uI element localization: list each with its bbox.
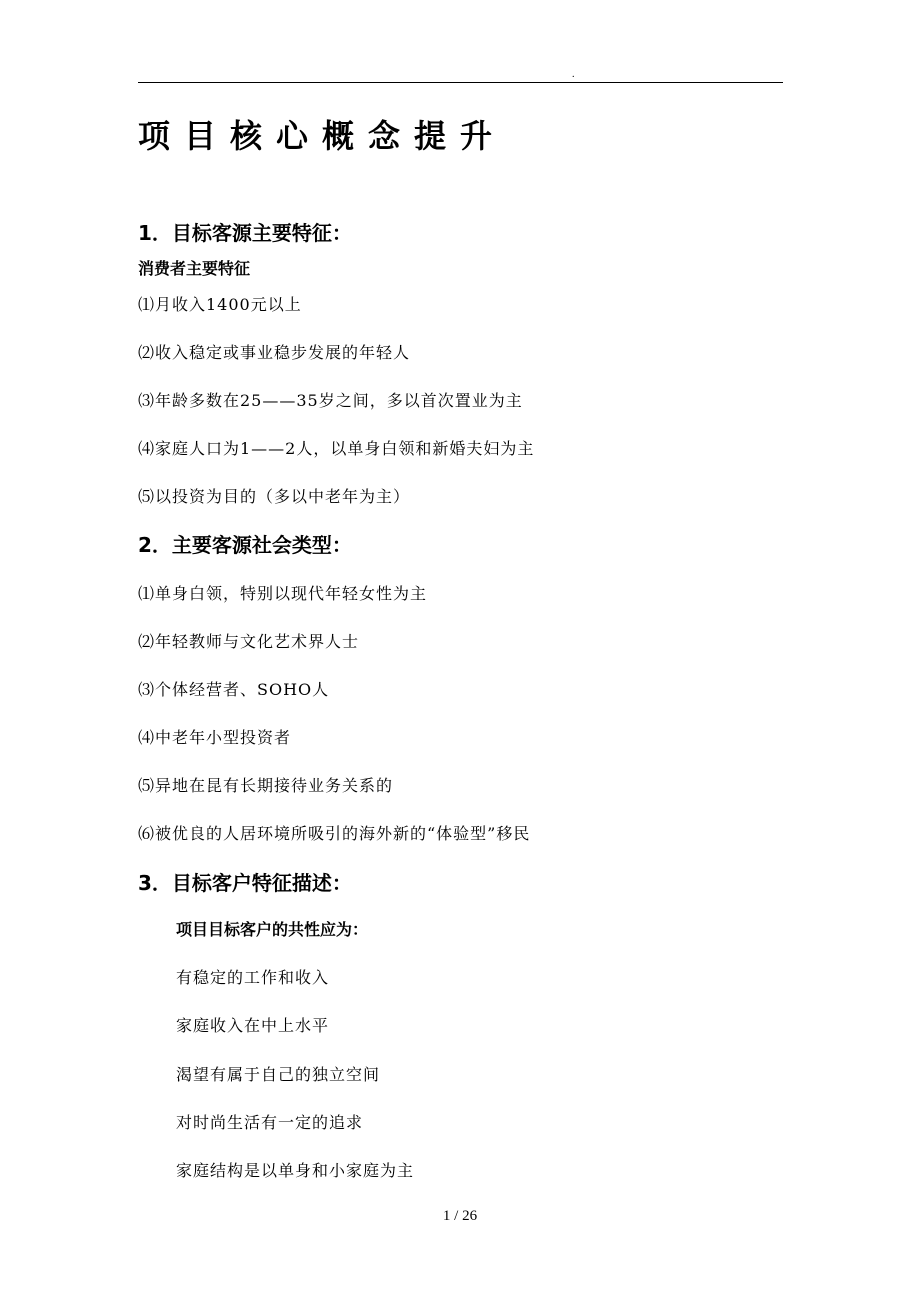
section3-item-3: 渴望有属于自己的独立空间 (176, 1065, 381, 1084)
section1-item-5: ⑸以投资为目的（多以中老年为主） (138, 487, 411, 506)
section2-item-4: ⑷中老年小型投资者 (138, 728, 292, 747)
section3-subheading: 项目目标客户的共性应为： (176, 920, 369, 939)
section2-item-2: ⑵年轻教师与文化艺术界人士 (138, 632, 360, 651)
section3-item-1: 有稳定的工作和收入 (176, 968, 330, 987)
section1-heading: 1．目标客源主要特征： (138, 221, 352, 245)
section2-heading: 2．主要客源社会类型： (138, 533, 352, 557)
section3-item-2: 家庭收入在中上水平 (176, 1016, 330, 1035)
section1-subheading: 消费者主要特征 (138, 259, 251, 278)
page-number: 1 / 26 (442, 1208, 478, 1224)
section1-item-2: ⑵收入稳定或事业稳步发展的年轻人 (138, 343, 411, 362)
section3-item-5: 家庭结构是以单身和小家庭为主 (176, 1161, 415, 1180)
section1-item-1: ⑴月收入1400元以上 (138, 295, 302, 314)
section1-item-3: ⑶年龄多数在25——35岁之间，多以首次置业为主 (138, 391, 523, 410)
section2-item-1: ⑴单身白领，特别以现代年轻女性为主 (138, 584, 428, 603)
section1-item-4: ⑷家庭人口为1——2人，以单身白领和新婚夫妇为主 (138, 439, 535, 458)
header-rule (138, 82, 783, 83)
header-mark: . (572, 69, 575, 80)
section2-item-6: ⑹被优良的人居环境所吸引的海外新的“体验型”移民 (138, 824, 531, 843)
section3-heading: 3．目标客户特征描述： (138, 871, 352, 895)
section3-item-4: 对时尚生活有一定的追求 (176, 1113, 364, 1132)
page-title: 项目核心概念提升 (138, 117, 507, 155)
section2-item-5: ⑸异地在昆有长期接待业务关系的 (138, 776, 394, 795)
section2-item-3: ⑶个体经营者、SOHO人 (138, 680, 330, 699)
